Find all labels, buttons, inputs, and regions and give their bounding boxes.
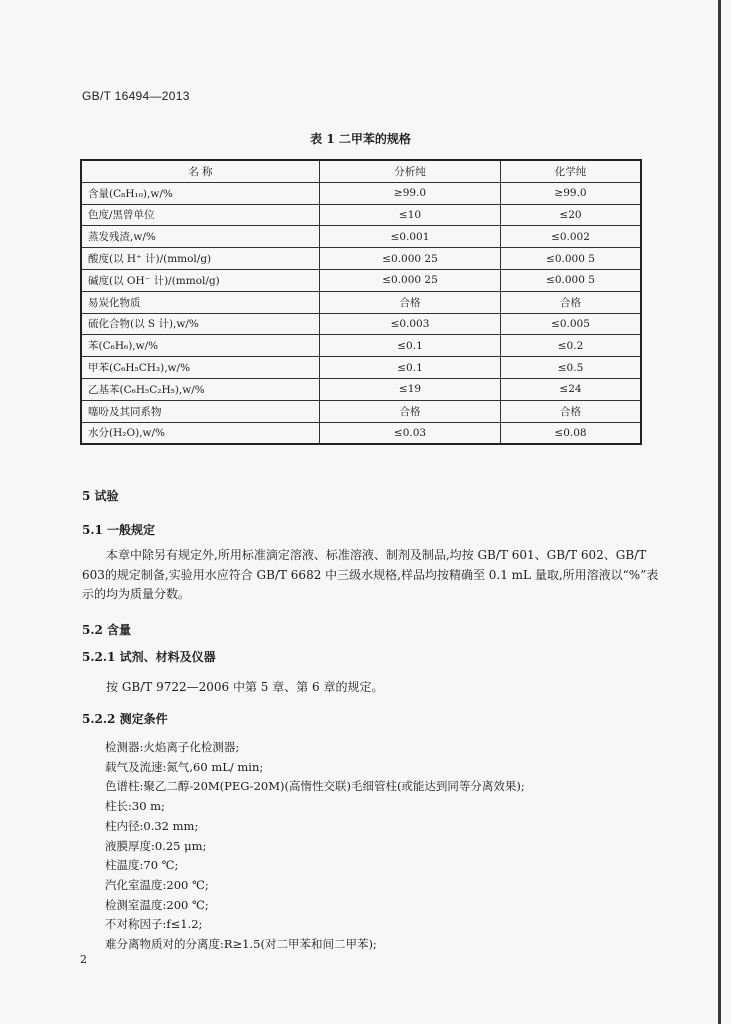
analytical-reagent-cell: ≤0.001: [320, 226, 501, 248]
table-title: 表 1 二甲苯的规格: [310, 132, 411, 146]
analytical-reagent-cell: ≤0.1: [320, 335, 501, 357]
spec-table: [80, 159, 642, 445]
analytical-reagent-cell: ≤0.003: [320, 313, 501, 335]
item-name-cell: 甲苯(C₆H₅CH₃),w/%: [81, 357, 320, 379]
chemically-pure-cell: ≤0.005: [501, 313, 642, 335]
condition-line: 柱温度:70 ℃;: [105, 858, 179, 873]
chemically-pure-cell: 合格: [501, 400, 642, 422]
item-name-cell: 易炭化物质: [81, 291, 320, 313]
condition-line: 检测器:火焰离子化检测器;: [105, 740, 240, 754]
table-row: [81, 313, 641, 335]
item-name-cell: 苯(C₆H₆),w/%: [81, 335, 320, 357]
section-5-2-heading: 5.2 含量: [82, 623, 132, 637]
condition-line: 难分离物质对的分离度:R≥1.5(对二甲苯和间二甲苯);: [105, 937, 377, 952]
table-row: [81, 400, 641, 422]
condition-line: 载气及流速:氮气,60 mL/ min;: [105, 759, 264, 774]
analytical-reagent-cell: ≤0.000 25: [320, 269, 501, 291]
section-5-1-paragraph: 本章中除另有规定外,所用标准滴定溶液、标准溶液、制剂及制品,均按 GB/T 601、GB/T 602、GB/T 603的规定制备,实验用水应符合 GB/T 6682 中三级水规格,样品均按精确至 0.1 mL 量取,所用溶液以“%”表示的均为质量分数。: [82, 548, 659, 601]
item-name-cell: 蒸发残渣,w/%: [81, 226, 320, 248]
analytical-reagent-cell: 合格: [320, 400, 501, 422]
header-chemically-pure: 化学纯: [501, 160, 642, 182]
chemically-pure-cell: ≤20: [501, 204, 642, 226]
analytical-reagent-cell: ≥99.0: [320, 182, 501, 204]
condition-line: 色谱柱:聚乙二醇-20M(PEG-20M)(高惰性交联)毛细管柱(或能达到同等分离效果);: [105, 779, 525, 794]
analytical-reagent-cell: 合格: [320, 291, 501, 313]
standard-number: GB/T 16494—2013: [82, 89, 190, 103]
chemically-pure-cell: 合格: [501, 291, 642, 313]
chemically-pure-cell: ≤0.5: [501, 357, 642, 379]
chemically-pure-cell: ≤0.000 5: [501, 269, 642, 291]
chemically-pure-cell: ≤0.000 5: [501, 248, 642, 270]
condition-line: 柱内径:0.32 mm;: [105, 818, 199, 833]
table-row: [81, 204, 641, 226]
condition-line: 柱长:30 m;: [105, 799, 165, 814]
header-analytical-reagent: 分析纯: [320, 160, 501, 182]
page-number: 2: [80, 953, 87, 966]
chemically-pure-cell: ≤0.002: [501, 226, 642, 248]
analytical-reagent-cell: ≤19: [320, 378, 501, 400]
chemically-pure-cell: ≤24: [501, 378, 642, 400]
table-row: [81, 378, 641, 400]
table-row: [81, 269, 641, 291]
table-row: [81, 291, 641, 313]
item-name-cell: 硫化合物(以 S 计),w/%: [81, 313, 320, 335]
item-name-cell: 色度/黑曾单位: [81, 204, 320, 226]
analytical-reagent-cell: ≤10: [320, 204, 501, 226]
item-name-cell: 乙基苯(C₆H₅C₂H₅),w/%: [81, 378, 320, 400]
item-name-cell: 碱度(以 OH⁻ 计)/(mmol/g): [81, 269, 320, 291]
item-name-cell: 水分(H₂O),w/%: [81, 422, 320, 444]
chemically-pure-cell: ≥99.0: [501, 182, 642, 204]
table-row: [81, 422, 641, 444]
section-5-2-1-heading: 5.2.1 试剂、材料及仪器: [82, 650, 216, 664]
section-5-2-1-paragraph: 按 GB/T 9722—2006 中第 5 章、第 6 章的规定。: [106, 680, 384, 694]
table-row: [81, 226, 641, 248]
table-row: [81, 357, 641, 379]
table-row: [81, 335, 641, 357]
analytical-reagent-cell: ≤0.03: [320, 422, 501, 444]
chemically-pure-cell: ≤0.08: [501, 422, 642, 444]
item-name-cell: 酸度(以 H⁺ 计)/(mmol/g): [81, 248, 320, 270]
table-row: [81, 248, 641, 270]
condition-line: 液膜厚度:0.25 μm;: [105, 838, 207, 853]
table-header-row: [81, 160, 641, 182]
condition-line: 汽化室温度:200 ℃;: [105, 877, 209, 892]
section-5-heading: 5 试验: [82, 489, 119, 503]
table-row: [81, 182, 641, 204]
section-5-2-2-heading: 5.2.2 测定条件: [82, 712, 168, 726]
item-name-cell: 噻吩及其同系物: [81, 400, 320, 422]
condition-line: 检测室温度:200 ℃;: [105, 897, 209, 912]
section-5-1-heading: 5.1 一般规定: [82, 523, 156, 537]
analytical-reagent-cell: ≤0.1: [320, 357, 501, 379]
measurement-conditions: [105, 738, 525, 955]
chemically-pure-cell: ≤0.2: [501, 335, 642, 357]
item-name-cell: 含量(C₈H₁₀),w/%: [81, 182, 320, 204]
analytical-reagent-cell: ≤0.000 25: [320, 248, 501, 270]
condition-line: 不对称因子:f≤1.2;: [105, 917, 203, 932]
header-name: 名 称: [81, 160, 320, 182]
